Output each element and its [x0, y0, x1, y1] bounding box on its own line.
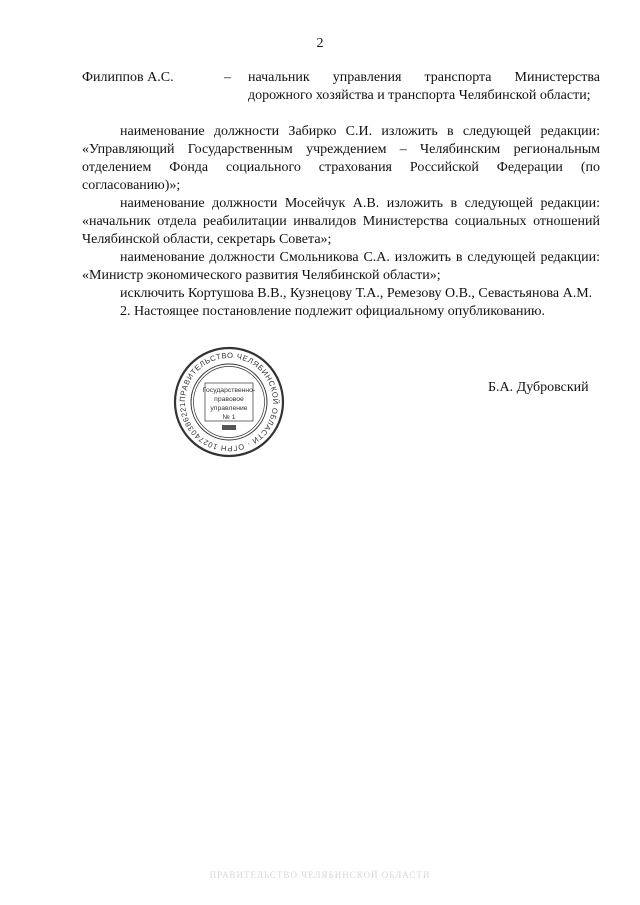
page-number: 2: [316, 36, 324, 51]
document-body: [82, 123, 600, 321]
seal-center-line-4: № 1: [222, 414, 236, 421]
official-seal-stamp: [172, 345, 286, 459]
member-position: начальник управления транспорта Министерства дорожного хозяйства и транспорта Челябинской области;: [248, 70, 600, 103]
seal-center-line-3: управление: [210, 405, 248, 412]
seal-emblem-mark: [222, 425, 236, 430]
paragraph: наименование должности Забирко С.И. изложить в следующей редакции: «Управляющий Государственным учреждением – Челябинским региональным отделением Фонда социального страхования Российской Федерации (по согласованию)»;: [82, 124, 600, 193]
seal-center-line-1: Государственно-: [202, 387, 256, 394]
seal-graphic: [172, 345, 286, 459]
footer-watermark: ПРАВИТЕЛЬСТВО ЧЕЛЯБИНСКОЙ ОБЛАСТИ: [209, 870, 431, 880]
member-dash: –: [224, 70, 231, 85]
seal-center-line-2: правовое: [214, 396, 244, 403]
signer-name: Б.А. Дубровский: [488, 380, 589, 395]
member-entry: [82, 69, 600, 123]
member-name: Филиппов А.С.: [82, 70, 174, 85]
paragraph: наименование должности Смольникова С.А. изложить в следующей редакции: «Министр экономического развития Челябинской области»;: [82, 250, 600, 283]
paragraph: исключить Кортушова В.В., Кузнецову Т.А., Ремезову О.В., Севастьянова А.М.: [120, 286, 593, 301]
seal-ring-text: ПРАВИТЕЛЬСТВО ЧЕЛЯБИНСКОЙ ОБЛАСТИ · ОГРН 102740386221: [177, 350, 281, 454]
paragraph: наименование должности Мосейчук А.В. изложить в следующей редакции: «начальник отдела реабилитации инвалидов Министерства социальных отношений Челябинской области, секретарь Совета»;: [82, 196, 600, 247]
paragraph: 2. Настоящее постановление подлежит официальному опубликованию.: [120, 304, 545, 319]
